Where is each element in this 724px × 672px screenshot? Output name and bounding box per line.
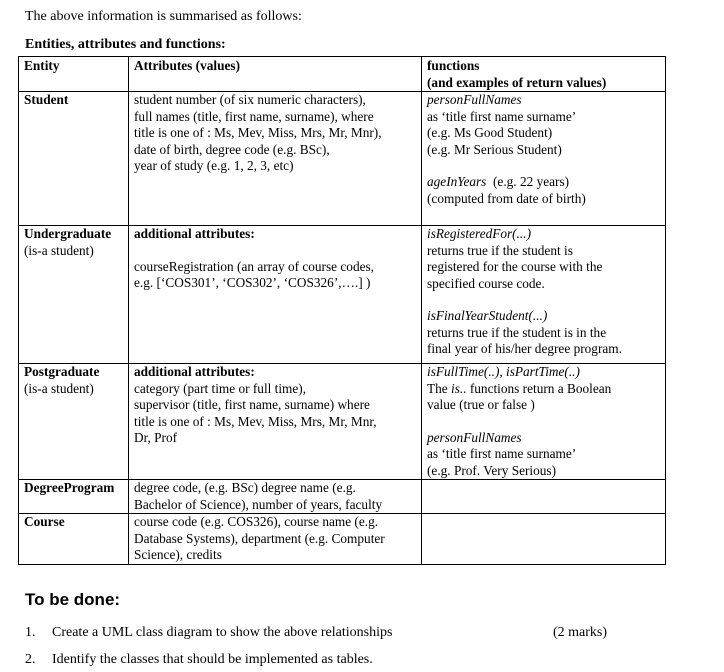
fn-text: is.. xyxy=(451,380,467,396)
attr-line: Bachelor of Science), number of years, faculty xyxy=(134,496,383,512)
entity-course: Course xyxy=(24,514,65,529)
course-attributes xyxy=(129,514,422,565)
fn-name: isFinalYearStudent(...) xyxy=(427,308,548,323)
table-row-postgraduate xyxy=(19,364,666,480)
header-functions-line2: (and examples of return values) xyxy=(427,74,607,90)
fn-line xyxy=(427,174,660,191)
fn-name: ageInYears xyxy=(427,174,487,189)
table-row-student xyxy=(19,92,666,226)
section-title: Entities, attributes and functions: xyxy=(25,37,226,52)
entity-sub: (is-a student) xyxy=(24,380,94,396)
table-row-undergraduate xyxy=(19,226,666,364)
entities-table xyxy=(18,56,666,565)
attr-line: category (part time or full time), xyxy=(134,380,307,396)
postgraduate-attributes xyxy=(129,364,422,480)
postgraduate-functions xyxy=(422,364,666,480)
entity-postgraduate: Postgraduate xyxy=(24,364,100,379)
undergraduate-attributes xyxy=(129,226,422,364)
attr-line: full names (title, first name, surname), where xyxy=(134,108,374,124)
fn-line: (computed from date of birth) xyxy=(427,190,586,206)
fn-line: (e.g. Ms Good Student) xyxy=(427,125,553,140)
table-row-course xyxy=(19,514,666,565)
attr-line: degree code, (e.g. BSc) degree name (e.g. xyxy=(134,480,356,495)
fn-name: personFullNames xyxy=(427,92,522,107)
attr-line: supervisor (title, first name, surname) where xyxy=(134,397,370,412)
attr-heading: additional attributes: xyxy=(134,226,255,241)
task-item xyxy=(25,652,373,669)
header-entity: Entity xyxy=(19,57,129,92)
attr-line: student number (of six numeric characters), xyxy=(134,92,366,107)
fn-line: returns true if the student is in the xyxy=(427,324,607,340)
student-attributes xyxy=(129,92,422,226)
header-attributes: Attributes (values) xyxy=(129,57,422,92)
task-marks: (2 marks) xyxy=(553,625,608,640)
attr-line: course code (e.g. COS326), course name (e.g. xyxy=(134,514,379,529)
course-functions xyxy=(422,514,666,565)
task-item xyxy=(25,625,392,642)
fn-example: (e.g. 22 years) xyxy=(486,174,570,189)
fn-line: returns true if the student is xyxy=(427,242,573,258)
fn-text: functions return a Boolean xyxy=(466,380,612,396)
fn-name: personFullNames xyxy=(427,429,522,445)
fn-line: final year of his/her degree program. xyxy=(427,341,622,356)
entity-undergraduate: Undergraduate xyxy=(24,226,112,241)
fn-line: (e.g. Prof. Very Serious) xyxy=(427,462,557,478)
attr-line: year of study (e.g. 1, 2, 3, etc) xyxy=(134,158,294,173)
attr-line: Dr, Prof xyxy=(134,430,178,445)
attr-line: title is one of : Ms, Mev, Miss, Mrs, Mr, Mnr), xyxy=(134,125,382,140)
attr-line: e.g. [‘COS301’, ‘COS302’, ‘COS326’,….] ) xyxy=(134,275,371,290)
header-functions xyxy=(422,57,666,92)
attr-line: date of birth, degree code (e.g. BSc), xyxy=(134,141,330,157)
fn-line: (e.g. Mr Serious Student) xyxy=(427,141,562,157)
task-number: 1. xyxy=(25,625,36,640)
undergraduate-functions xyxy=(422,226,666,364)
entity-student: Student xyxy=(24,92,69,107)
fn-line xyxy=(427,381,660,398)
fn-line: as ‘title first name surname’ xyxy=(427,446,577,461)
todo-title: To be done: xyxy=(25,590,121,609)
task-text: Identify the classes that should be implemented as tables. xyxy=(52,652,373,667)
fn-text: The xyxy=(427,380,451,396)
table-row-degree-program xyxy=(19,480,666,514)
fn-line: value (true or false ) xyxy=(427,397,535,412)
fn-name: isRegisteredFor(...) xyxy=(427,226,532,241)
degree-program-attributes xyxy=(129,480,422,514)
attr-heading: additional attributes: xyxy=(134,364,255,379)
table-header-row xyxy=(19,57,666,92)
fn-line: specified course code. xyxy=(427,275,545,291)
attr-line: courseRegistration (an array of course codes, xyxy=(134,258,374,274)
attr-line: Database Systems), department (e.g. Computer xyxy=(134,530,385,546)
header-functions-line1: functions xyxy=(427,58,480,73)
task-number: 2. xyxy=(25,652,36,667)
attr-line: title is one of : Ms, Mev, Miss, Mrs, Mr, Mnr, xyxy=(134,413,377,429)
entity-sub: (is-a student) xyxy=(24,242,94,258)
task-text: Create a UML class diagram to show the above relationships xyxy=(52,625,393,640)
degree-program-functions xyxy=(422,480,666,514)
fn-line: registered for the course with the xyxy=(427,259,603,274)
student-functions xyxy=(422,92,666,226)
fn-line: as ‘title first name surname’ xyxy=(427,108,577,124)
attr-line: Science), credits xyxy=(134,547,222,562)
entity-degree-program: DegreeProgram xyxy=(24,480,115,495)
fn-name: isFullTime(..), isPartTime(..) xyxy=(427,364,580,379)
intro-text: The above information is summarised as follows: xyxy=(25,9,302,24)
